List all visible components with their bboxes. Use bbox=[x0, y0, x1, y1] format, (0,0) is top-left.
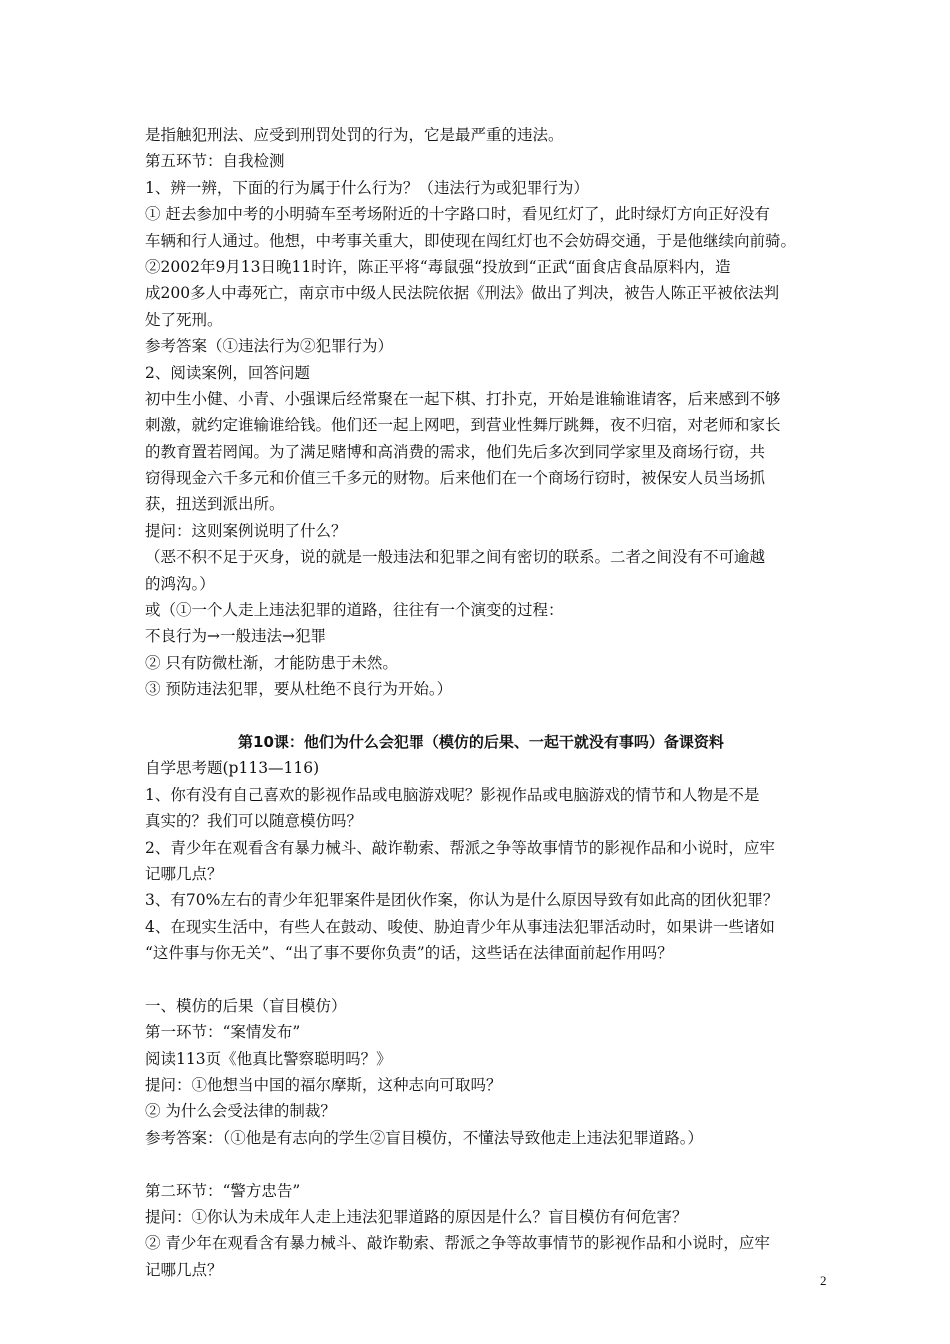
question-line: 提问：①你认为未成年人走上违法犯罪道路的原因是什么？盲目模仿有何危害？ bbox=[145, 1208, 688, 1227]
blank-line bbox=[145, 967, 817, 993]
text-line: ② 只有防微杜渐，才能防患于未然。 bbox=[145, 653, 398, 672]
text-line: 记哪几点？ bbox=[145, 1260, 223, 1279]
text-line: 成200多人中毒死亡，南京市中级人民法院依据《刑法》做出了判决，被告人陈正平被依法判 bbox=[145, 284, 780, 303]
text-line: 1、你有没有自己喜欢的影视作品或电脑游戏呢？影视作品或电脑游戏的情节和人物是不是 bbox=[145, 785, 760, 804]
blank-line bbox=[145, 1151, 817, 1177]
page-number: 2 bbox=[820, 1273, 827, 1288]
text-line: 不良行为→一般违法→犯罪 bbox=[145, 627, 326, 646]
document-body bbox=[145, 122, 817, 1283]
text-line: ② 青少年在观看含有暴力械斗、敲诈勒索、帮派之争等故事情节的影视作品和小说时，应牢 bbox=[145, 1234, 770, 1253]
text-line: 的鸿沟。） bbox=[145, 574, 215, 593]
text-line: 刺激，就约定谁输谁给钱。他们还一起上网吧，到营业性舞厅跳舞，夜不归宿，对老师和家长 bbox=[145, 416, 781, 435]
text-line: 第一环节：“案情发布” bbox=[145, 1023, 301, 1042]
blank-line bbox=[145, 703, 817, 729]
text-line: 初中生小健、小青、小强课后经常聚在一起下棋、打扑克，开始是谁输谁请客，后来感到不够 bbox=[145, 389, 781, 408]
question-line: 提问：①他想当中国的福尔摩斯，这种志向可取吗？ bbox=[145, 1076, 502, 1095]
text-line: 真实的？我们可以随意模仿吗？ bbox=[145, 812, 363, 831]
answer-line: 参考答案（①违法行为②犯罪行为） bbox=[145, 337, 394, 356]
text-line: ② 为什么会受法律的制裁？ bbox=[145, 1102, 336, 1121]
text-line: “这件事与你无关”、“出了事不要你负责”的话，这些话在法律面前起作用吗？ bbox=[145, 944, 673, 963]
text-line: 或（①一个人走上违法犯罪的道路，往往有一个演变的过程： bbox=[145, 601, 564, 620]
question-line: 提问：这则案例说明了什么？ bbox=[145, 521, 347, 540]
text-line: 记哪几点？ bbox=[145, 864, 223, 883]
text-line: ① 赶去参加中考的小明骑车至考场附近的十字路口时，看见红灯了，此时绿灯方向正好没有 bbox=[145, 205, 770, 224]
section-heading: 一、模仿的后果（盲目模仿） bbox=[145, 996, 347, 1015]
text-line: 1、辨一辨，下面的行为属于什么行为？（违法行为或犯罪行为） bbox=[145, 178, 589, 197]
text-line: 4、在现实生活中，有些人在鼓动、唆使、胁迫青少年从事违法犯罪活动时，如果讲一些诸如 bbox=[145, 917, 775, 936]
text-line: 获，扭送到派出所。 bbox=[145, 495, 285, 514]
text-line: 3、有70%左右的青少年犯罪案件是团伙作案，你认为是什么原因导致有如此高的团伙犯罪？ bbox=[145, 891, 779, 910]
text-line: 是指触犯刑法、应受到刑罚处罚的行为，它是最严重的违法。 bbox=[145, 126, 564, 144]
text-line: 自学思考题(p113—116) bbox=[145, 759, 320, 778]
text-line: ②2002年9月13日晚11时许，陈正平将“毒鼠强“投放到“正武“面食店食品原料内，造 bbox=[145, 257, 731, 276]
text-line: 第二环节：“警方忠告” bbox=[145, 1181, 301, 1200]
text-line: 车辆和行人通过。他想，中考事关重大，即使现在闯红灯也不会妨碍交通，于是他继续向前骑。 bbox=[145, 231, 797, 250]
text-line: 2、青少年在观看含有暴力械斗、敲诈勒索、帮派之争等故事情节的影视作品和小说时，应牢 bbox=[145, 838, 775, 857]
text-line: 窃得现金六千多元和价值三千多元的财物。后来他们在一个商场行窃时，被保安人员当场抓 bbox=[145, 469, 766, 488]
text-line: 的教育置若罔闻。为了满足赌博和高消费的需求，他们先后多次到同学家里及商场行窃，共 bbox=[145, 442, 766, 461]
text-line: 2、阅读案例，回答问题 bbox=[145, 363, 310, 382]
text-line: 处了死刑。 bbox=[145, 310, 223, 329]
text-line: 阅读113页《他真比警察聪明吗？》 bbox=[145, 1049, 392, 1068]
text-line: （恶不积不足于灭身，说的就是一般违法和犯罪之间有密切的联系。二者之间没有不可逾越 bbox=[145, 548, 766, 567]
answer-line: 参考答案：（①他是有志向的学生②盲目模仿，不懂法导致他走上违法犯罪道路。） bbox=[145, 1128, 704, 1147]
section-heading: 第五环节：自我检测 bbox=[145, 152, 285, 171]
lesson-title: 第10课：他们为什么会犯罪（模仿的后果、一起干就没有事吗）备课资料 bbox=[238, 732, 724, 751]
text-line: ③ 预防违法犯罪，要从杜绝不良行为开始。） bbox=[145, 680, 453, 699]
